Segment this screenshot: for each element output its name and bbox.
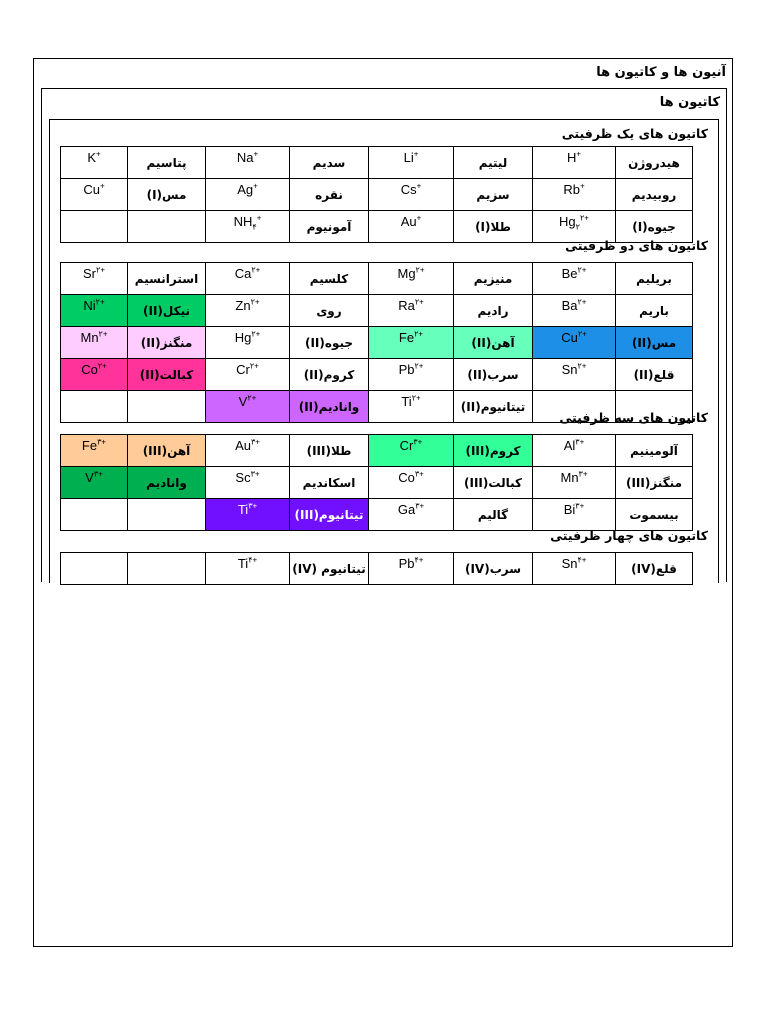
ion-symbol bbox=[206, 435, 290, 467]
ion-formula: Ti bbox=[237, 502, 249, 517]
ion-charge: + bbox=[576, 149, 582, 159]
ion-name: طلا(III) bbox=[290, 435, 369, 467]
page-frame bbox=[33, 58, 733, 947]
ion-symbol bbox=[369, 179, 454, 211]
cations-frame bbox=[41, 88, 727, 582]
ion-charge: + bbox=[96, 149, 101, 159]
ion-symbol bbox=[533, 295, 616, 327]
table-row bbox=[61, 553, 693, 585]
ion-name: وانادیم bbox=[128, 467, 206, 499]
ion-charge: ۳+ bbox=[575, 437, 585, 447]
cation-table bbox=[60, 262, 693, 423]
ion-charge: + bbox=[416, 181, 422, 191]
ion-name: مس(I) bbox=[128, 179, 206, 211]
table-row bbox=[61, 147, 693, 179]
section-heading: کاتیون های چهار ظرفیتی bbox=[550, 528, 708, 543]
ion-symbol bbox=[369, 211, 454, 243]
ion-name: تیتانیوم(II) bbox=[454, 391, 533, 423]
ion-formula: V bbox=[238, 394, 248, 409]
ion-formula: V bbox=[85, 470, 94, 485]
ion-symbol bbox=[533, 467, 616, 499]
ion-formula: Na bbox=[236, 150, 254, 165]
ion-symbol bbox=[206, 359, 290, 391]
ion-formula: Ti bbox=[237, 556, 249, 571]
ion-formula: Mn bbox=[80, 330, 99, 345]
ion-symbol bbox=[206, 147, 290, 179]
cation-table bbox=[60, 434, 693, 531]
ion-symbol bbox=[206, 295, 290, 327]
ion-charge: ۲+ bbox=[97, 361, 107, 371]
ion-name: کبالت(II) bbox=[128, 359, 206, 391]
ion-formula: Hg bbox=[559, 214, 576, 229]
ion-name: سدیم bbox=[290, 147, 369, 179]
ion-formula: Be bbox=[561, 266, 578, 281]
ion-charge: ۲+ bbox=[250, 297, 260, 307]
ion-symbol bbox=[206, 211, 290, 243]
ion-charge: ۲+ bbox=[251, 265, 261, 275]
ion-formula: Sc bbox=[235, 470, 251, 485]
ion-charge: ۳+ bbox=[578, 469, 588, 479]
ion-symbol bbox=[369, 391, 454, 423]
ion-symbol bbox=[206, 263, 290, 295]
ion-charge: + bbox=[99, 181, 105, 191]
table-row bbox=[61, 499, 693, 531]
ion-symbol bbox=[61, 359, 128, 391]
ion-charge: ۲+ bbox=[414, 297, 424, 307]
ion-charge: ۴+ bbox=[248, 555, 258, 565]
section-heading: کاتیون های سه ظرفیتی bbox=[559, 410, 708, 425]
ion-name: آهن(III) bbox=[128, 435, 206, 467]
cation-tables-frame bbox=[49, 119, 719, 583]
ion-name: منیزیم bbox=[454, 263, 533, 295]
ion-charge: + bbox=[413, 149, 419, 159]
ion-symbol bbox=[206, 467, 290, 499]
ion-name: قلع(II) bbox=[616, 359, 693, 391]
ion-symbol bbox=[206, 499, 290, 531]
ion-charge: ۳+ bbox=[93, 469, 103, 479]
ion-charge: ۲+ bbox=[96, 265, 105, 275]
ion-charge: ۲+ bbox=[95, 297, 105, 307]
table-row bbox=[61, 435, 693, 467]
ion-name: بریلیم bbox=[616, 263, 693, 295]
ion-name: هیدروژن bbox=[616, 147, 693, 179]
ion-charge: + bbox=[579, 181, 585, 191]
ion-name: منگنز(III) bbox=[616, 467, 693, 499]
ion-symbol bbox=[369, 327, 454, 359]
cation-table bbox=[60, 146, 693, 243]
ion-name: قلع(IV) bbox=[616, 553, 693, 585]
ion-charge: ۲+ bbox=[411, 393, 421, 403]
ion-formula: Sn bbox=[561, 362, 578, 377]
ion-formula: Cr bbox=[236, 362, 250, 377]
ion-charge: ۲+ bbox=[98, 329, 108, 339]
empty-cell bbox=[128, 499, 206, 531]
ion-symbol bbox=[61, 147, 128, 179]
ion-charge: ۲+ bbox=[247, 393, 257, 403]
empty-cell bbox=[61, 499, 128, 531]
ion-charge: ۲+ bbox=[414, 329, 424, 339]
ion-name: سرب(IV) bbox=[454, 553, 533, 585]
empty-cell bbox=[128, 211, 206, 243]
ion-charge: ۳+ bbox=[413, 437, 423, 447]
ion-name: روی bbox=[290, 295, 369, 327]
ion-formula: Ti bbox=[401, 394, 412, 409]
ion-name: بیسموت bbox=[616, 499, 693, 531]
ion-formula: Sn bbox=[561, 556, 578, 571]
ion-formula: Cu bbox=[83, 182, 100, 197]
ion-charge: ۳+ bbox=[248, 501, 258, 511]
ion-charge: ۲+ bbox=[577, 265, 587, 275]
ion-formula: K bbox=[87, 150, 96, 165]
ion-name: مس(II) bbox=[616, 327, 693, 359]
ion-subscript: ۴ bbox=[252, 222, 257, 232]
ion-name: جیوه(I) bbox=[616, 211, 693, 243]
empty-cell bbox=[61, 391, 128, 423]
ion-symbol bbox=[61, 435, 128, 467]
ion-name: لیتیم bbox=[454, 147, 533, 179]
ion-charge: ۲+ bbox=[415, 265, 425, 275]
ion-name: طلا(I) bbox=[454, 211, 533, 243]
ion-symbol bbox=[533, 435, 616, 467]
ion-symbol bbox=[61, 295, 128, 327]
ion-charge: ۲+ bbox=[249, 361, 259, 371]
ion-symbol bbox=[533, 179, 616, 211]
ion-charge: + bbox=[253, 149, 259, 159]
ion-charge: ۲+ bbox=[577, 361, 587, 371]
ion-name: استرانسیم bbox=[128, 263, 206, 295]
ion-symbol bbox=[61, 179, 128, 211]
ion-symbol bbox=[206, 553, 290, 585]
table-row bbox=[61, 263, 693, 295]
ion-formula: Mn bbox=[560, 470, 579, 485]
ion-name: نیکل(II) bbox=[128, 295, 206, 327]
ion-name: گالیم bbox=[454, 499, 533, 531]
ion-name: اسکاندیم bbox=[290, 467, 369, 499]
ion-name: آمونیوم bbox=[290, 211, 369, 243]
ion-formula: Au bbox=[400, 214, 417, 229]
ion-name: وانادیم(II) bbox=[290, 391, 369, 423]
ion-formula: NH bbox=[233, 214, 253, 229]
ion-charge: ۲+ bbox=[577, 329, 587, 339]
section-heading: کاتیون های یک ظرفیتی bbox=[561, 126, 708, 141]
ion-name: تیتانیوم (IV) bbox=[290, 553, 369, 585]
ion-name: کروم(II) bbox=[290, 359, 369, 391]
section-title: کاتیون ها bbox=[659, 95, 720, 110]
ion-formula: Al bbox=[563, 438, 576, 453]
page-title: آنیون ها و کاتیون ها bbox=[596, 65, 726, 80]
ion-charge: ۲+ bbox=[414, 361, 424, 371]
ion-symbol bbox=[369, 499, 454, 531]
ion-formula: Fe bbox=[398, 330, 415, 345]
ion-name: منگنز(II) bbox=[128, 327, 206, 359]
ion-formula: Cs bbox=[400, 182, 417, 197]
ion-symbol bbox=[369, 359, 454, 391]
empty-cell bbox=[61, 553, 128, 585]
table-row bbox=[61, 327, 693, 359]
ion-charge: ۳+ bbox=[415, 501, 425, 511]
ion-symbol bbox=[61, 263, 128, 295]
ion-name: روبیدیم bbox=[616, 179, 693, 211]
ion-charge: ۲+ bbox=[579, 213, 589, 223]
ion-symbol bbox=[533, 263, 616, 295]
ion-name: آهن(II) bbox=[454, 327, 533, 359]
ion-name: جیوه(II) bbox=[290, 327, 369, 359]
ion-formula: Au bbox=[235, 438, 251, 453]
ion-formula: Ra bbox=[398, 298, 415, 313]
table-row bbox=[61, 359, 693, 391]
ion-charge: ۳+ bbox=[250, 437, 260, 447]
ion-charge: ۲+ bbox=[251, 329, 261, 339]
ion-formula: Zn bbox=[235, 298, 251, 313]
ion-formula: Fe bbox=[81, 438, 98, 453]
ion-formula: Cu bbox=[561, 330, 578, 345]
ion-symbol bbox=[369, 553, 454, 585]
ion-symbol bbox=[61, 327, 128, 359]
ion-charge: ۲+ bbox=[577, 297, 587, 307]
ion-formula: Pb bbox=[398, 556, 415, 571]
ion-charge: + bbox=[416, 213, 422, 223]
ion-formula: Ga bbox=[397, 502, 416, 517]
ion-name: باریم bbox=[616, 295, 693, 327]
ion-symbol bbox=[61, 467, 128, 499]
ion-symbol bbox=[369, 435, 454, 467]
ion-symbol bbox=[533, 147, 616, 179]
ion-name: سرب(II) bbox=[454, 359, 533, 391]
ion-formula: Bi bbox=[563, 502, 576, 517]
ion-charge: ۳+ bbox=[250, 469, 260, 479]
ion-symbol bbox=[533, 359, 616, 391]
table-row bbox=[61, 179, 693, 211]
ion-name: رادیم bbox=[454, 295, 533, 327]
ion-name: کبالت(III) bbox=[454, 467, 533, 499]
cation-table bbox=[60, 552, 693, 585]
empty-cell bbox=[128, 553, 206, 585]
ion-symbol bbox=[533, 327, 616, 359]
ion-charge: ۴+ bbox=[414, 555, 424, 565]
ion-formula: Pb bbox=[398, 362, 415, 377]
ion-subscript: ۲ bbox=[575, 222, 580, 232]
ion-formula: Li bbox=[403, 150, 414, 165]
ion-charge: ۳+ bbox=[414, 469, 424, 479]
empty-cell bbox=[61, 211, 128, 243]
ion-formula: Ba bbox=[561, 298, 578, 313]
ion-symbol bbox=[369, 467, 454, 499]
ion-formula: Mg bbox=[397, 266, 416, 281]
ion-name: پتاسیم bbox=[128, 147, 206, 179]
ion-name: آلومینیم bbox=[616, 435, 693, 467]
ion-name: کلسیم bbox=[290, 263, 369, 295]
ion-formula: Co bbox=[81, 362, 98, 377]
table-row bbox=[61, 467, 693, 499]
ion-name: کروم(III) bbox=[454, 435, 533, 467]
ion-symbol bbox=[206, 179, 290, 211]
ion-charge: + bbox=[253, 181, 258, 191]
table-row bbox=[61, 295, 693, 327]
ion-formula: Ca bbox=[234, 266, 252, 281]
ion-charge: ۳+ bbox=[97, 437, 107, 447]
ion-symbol bbox=[206, 391, 290, 423]
ion-formula: Cr bbox=[399, 438, 414, 453]
ion-charge: ۴+ bbox=[577, 555, 587, 565]
ion-symbol bbox=[369, 295, 454, 327]
ion-name: تیتانیوم(III) bbox=[290, 499, 369, 531]
ion-charge: ۳+ bbox=[575, 501, 585, 511]
ion-formula: Ag bbox=[237, 182, 254, 197]
ion-symbol bbox=[369, 263, 454, 295]
empty-cell bbox=[128, 391, 206, 423]
ion-formula: Ni bbox=[83, 298, 96, 313]
ion-formula: Hg bbox=[234, 330, 252, 345]
ion-symbol bbox=[369, 147, 454, 179]
ion-formula: H bbox=[566, 150, 577, 165]
ion-symbol bbox=[533, 499, 616, 531]
ion-name: نقره bbox=[290, 179, 369, 211]
ion-formula: Sr bbox=[83, 266, 97, 281]
ion-symbol bbox=[206, 327, 290, 359]
ion-symbol bbox=[533, 553, 616, 585]
section-heading: کاتیون های دو ظرفیتی bbox=[565, 238, 708, 253]
ion-charge: + bbox=[256, 213, 262, 223]
ion-name: سزیم bbox=[454, 179, 533, 211]
ion-formula: Rb bbox=[563, 182, 580, 197]
ion-formula: Co bbox=[398, 470, 415, 485]
